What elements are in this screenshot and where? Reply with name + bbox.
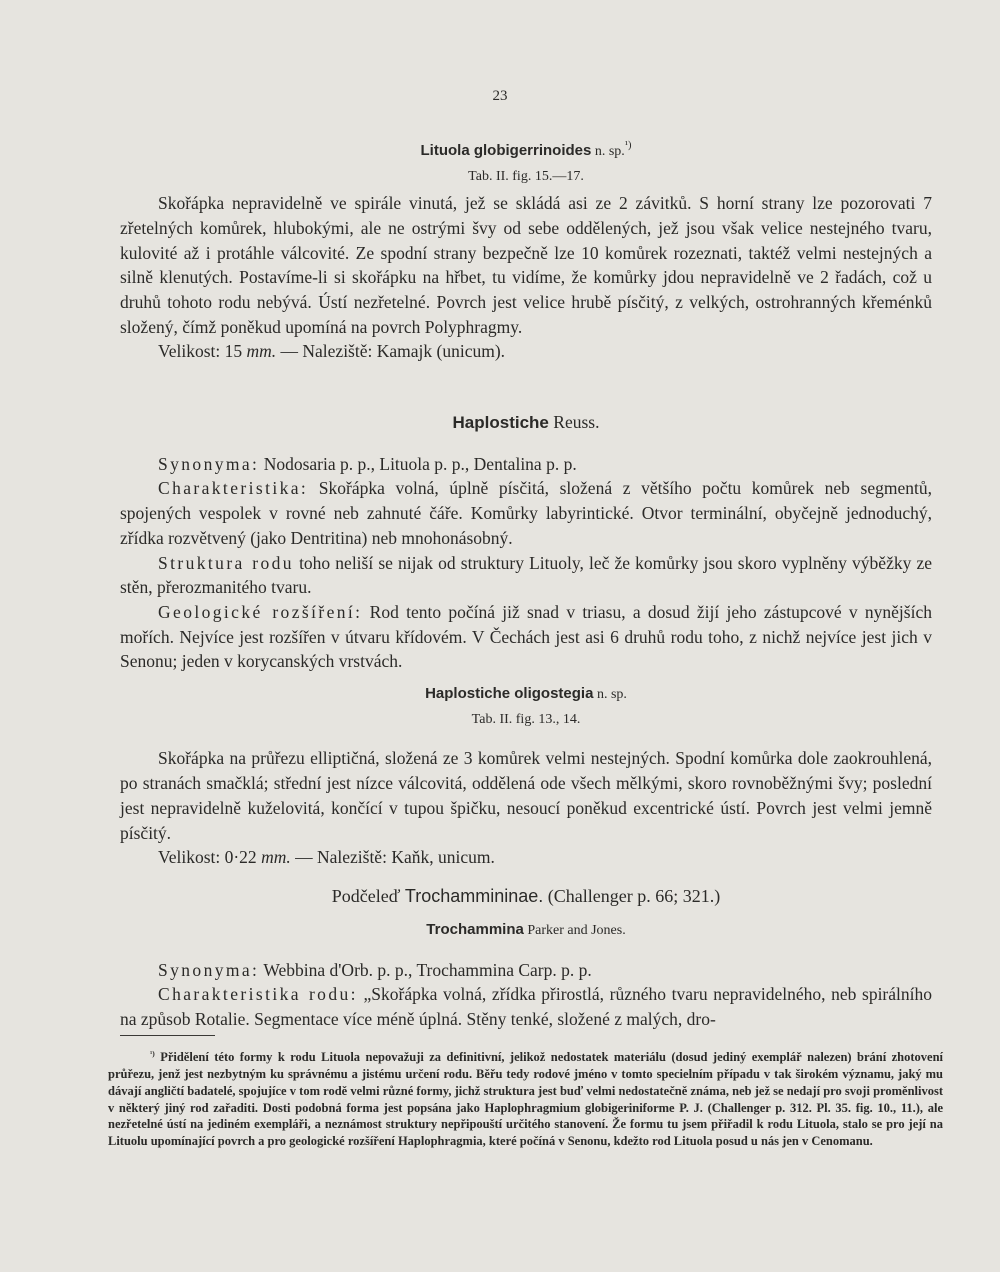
size-label: Velikost:	[158, 341, 221, 362]
characteristics-label: Charakteristika rodu:	[158, 984, 358, 1005]
structure-text: toho neliší se nijak od struktury Lituoly, leč že komůrky jsou skoro vyplněny výběžky ze stěn, přerozmanitého tvaru.	[120, 552, 932, 598]
synonyma-label: Synonyma:	[158, 959, 260, 980]
size-line	[120, 845, 932, 870]
size-unit: mm.	[246, 341, 277, 362]
structure-label: Struktura rodu	[158, 552, 294, 573]
subfamily-title: Trochammininae.	[404, 886, 544, 906]
geology-text: Rod tento počíná již snad v triasu, a dosud žijí jeho zástupcové v nynějších mořích. Nejvíce jest rozšířen v útvaru křídovém. V Čechách jest asi 6 druhů rodu toho, z nichž nejvíce jest jich v Senonu; jeden v korycanských vrstvách.	[120, 601, 932, 672]
section-oligostegia	[120, 680, 932, 870]
footnote	[108, 1046, 943, 1150]
synonyma-line	[120, 452, 932, 477]
genus-author: Reuss.	[548, 412, 600, 432]
species-heading	[120, 134, 932, 165]
characteristics-label: Charakteristika:	[158, 478, 309, 499]
synonyma-text: Nodosaria p. p., Lituola p. p., Dentalina p. p.	[259, 453, 577, 474]
characteristics-paragraph	[120, 476, 932, 550]
genus-heading	[120, 410, 932, 436]
genus-heading	[120, 916, 932, 944]
locality-label: — Naleziště:	[276, 341, 373, 362]
size-value: 15	[220, 341, 247, 362]
plate-reference: Tab. II. fig. 13., 14.	[471, 711, 581, 727]
description-paragraph: Skořápka nepravidelně ve spirále vinutá, jež se skládá asi ze 2 závitků. S horní strany lze pozorovati 7 zřetelných komůrek, hlubokými, ale ne ostrými švy od sebe oddělených, jež jsou však velice nestejného tvaru, kulovité až i protáhle válcovité. Ze spodní strany bezpečně lze 10 komůrek rozeznati, taktéž velmi nestejných a silně klenutých. Postavíme-li si skořápku na hřbet, tu vidíme, že komůrky jdou nepravidelně ve 2 řadách, což u druhů tohoto rodu nebývá. Ústí nezřetelné. Povrch jest velice hrubě písčitý, z velkých, ostrohranných křeménků složený, čímž poněkud upomíná na povrch Polyphragmy.	[120, 193, 932, 337]
locality-value: Kaňk, unicum.	[386, 847, 495, 868]
size-line	[120, 339, 932, 364]
size-label: Velikost:	[158, 847, 221, 868]
structure-paragraph	[120, 551, 932, 600]
characteristics-text: „Skořápka volná, zřídka přirostlá, různého tvaru nepravidelného, neb spirálního na způsob Rotalie. Segmentace více méně úplná. Stěny tenké, složené z malých, dro-	[120, 984, 933, 1030]
size-unit: mm.	[261, 847, 291, 868]
footnote-marker: ¹)	[624, 140, 632, 151]
characteristics-text: Skořápka volná, úplně písčitá, složená z většího počtu komůrek neb segmentů, spojených vespolek v rovné neb zahnuté čáře. Komůrky labyrintické. Otvor terminální, obyčejně jednoduchý, zřídka rozvětvený (jako Dentritina) neb mnohonásobný.	[120, 478, 932, 548]
characteristics-paragraph	[120, 982, 932, 1031]
genus-author: Parker and Jones.	[523, 923, 626, 938]
species-suffix: n. sp.	[593, 687, 627, 702]
section-subfamily	[120, 884, 932, 909]
section-haplostiche	[120, 410, 932, 674]
genus-title: Haplostiche	[452, 413, 549, 432]
species-title: Lituola globigerrinoides	[420, 141, 592, 159]
geology-paragraph	[120, 600, 932, 674]
synonyma-label: Synonyma:	[158, 453, 260, 474]
size-value: 0·22	[220, 847, 262, 868]
genus-title: Trochammina	[426, 921, 524, 938]
page-number: 23	[492, 88, 508, 104]
subfamily-prefix: Podčeleď	[331, 886, 405, 906]
locality-label: — Naleziště:	[290, 847, 387, 868]
plate-reference: Tab. II. fig. 15.—17.	[468, 168, 584, 184]
footnote-text: Přidělení této formy k rodu Lituola nepovažuji za definitivní, jelikož nedostatek materiálu (dosud jediný exemplář nalezen) brání zhotovení průřezu, jenž jest nezbytným ku správnému a jistému určení rodu. Běřu tedy rodové jméno v tomto specielním případu v tak širokém významu, jaký mu dávají angličtí badatelé, spojujíce v tom rodě velmi různé formy, jichž struktura jest buď velmi nedostatečně známa, neb jež se nedají pro svoji proměnlivost v některý jiný rod zařaditi. Dosti podobná forma jest popsána jako Haplophragmium globigeriniforme P. J. (Challenger p. 312. Pl. 35. fig. 10., 11.), ale nezřetelné ústí na jediném exempláři, a neznámost struktury nepřipouští určitého stanovení. Že formu tu jsem přiřadil k rodu Lituola, stalo se pro její na Lituolu upomínající povrch a pro geologické rozšíření Haplophragmia, které počíná v Senonu, kdežto rod Lituola posud u nás jen v Cenomanu.	[108, 1050, 943, 1149]
footnote-mark: ¹)	[150, 1049, 155, 1058]
synonyma-text: Webbina d'Orb. p. p., Trochammina Carp. p. p.	[259, 959, 592, 980]
description-paragraph: Skořápka na průřezu elliptičná, složená ze 3 komůrek velmi nestejných. Spodní komůrka dole zaokrouhlená, po stranách smačklá; střední jest nízce válcovitá, oddělená ode všech mělkými, skoro rovnoběžnými švy; poslední jest nepravidelně kuželovitá, končící v tupou špičku, nesoucí poněkud excentrické ústí. Povrch jest velmi jemně písčitý.	[120, 748, 932, 843]
subfamily-heading	[120, 884, 932, 909]
footnote-paragraph	[108, 1046, 943, 1150]
synonyma-line	[120, 958, 932, 983]
footnote-divider	[120, 1035, 215, 1036]
subfamily-reference: (Challenger p. 66; 321.)	[543, 886, 721, 906]
locality-value: Kamajk (unicum).	[372, 341, 506, 362]
geology-label: Geologické rozšíření:	[158, 601, 363, 622]
section-lituola	[120, 134, 932, 364]
species-suffix: n. sp.	[591, 143, 625, 159]
species-heading	[120, 680, 932, 708]
section-trochammina	[120, 916, 932, 1032]
species-title: Haplostiche oligostegia	[425, 685, 594, 702]
